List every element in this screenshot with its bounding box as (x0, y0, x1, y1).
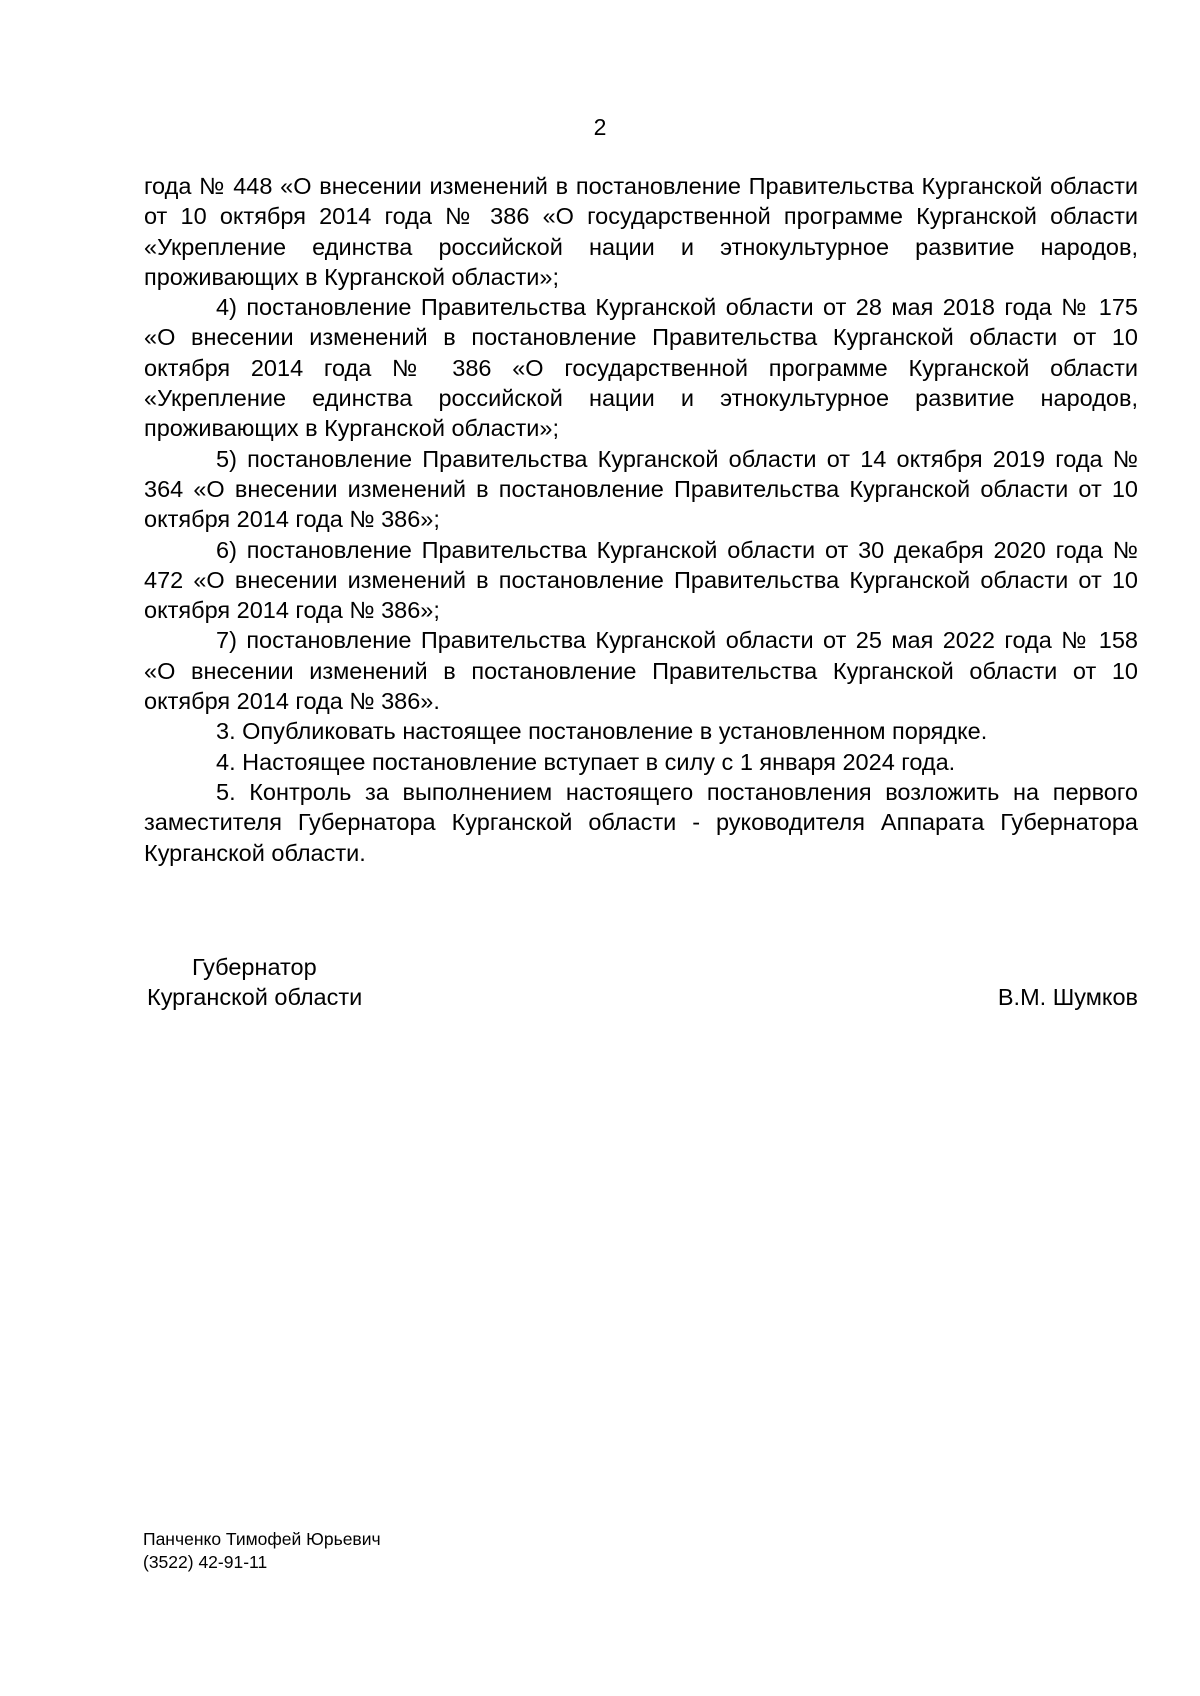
executor-name: Панченко Тимофей Юрьевич (143, 1529, 381, 1549)
clause-4: 4. Настоящее постановление вступает в силу с 1 января 2024 года. (216, 748, 956, 775)
paragraph-continuation: года № 448 «О внесении изменений в постановление Правительства Курганской области от 10 октября 2014 года № 386 «О государственной программе Курганской области «Укрепление единства российской нации и этнокультурное развитие народов, проживающих в Курганской области»; (144, 173, 1138, 290)
document-body (144, 171, 1138, 868)
signatory-name: В.М. Шумков (997, 984, 1138, 1010)
page-number: 2 (593, 114, 607, 140)
executor-phone: (3522) 42-91-11 (143, 1552, 268, 1572)
executor-block (143, 1528, 381, 1574)
list-item-4: 4) постановление Правительства Курганской области от 28 мая 2018 года № 175 «О внесении изменений в постановление Правительства Курганской области от 10 октября 2014 года № 386 «О государственной программе Курганской области «Укрепление единства российской нации и этнокультурное развитие народов, проживающих в Курганской области»; (144, 294, 1138, 442)
signatory-title-line-2: Курганской области (147, 984, 363, 1010)
list-item-7: 7) постановление Правительства Курганской области от 25 мая 2022 года № 158 «О внесении изменений в постановление Правительства Курганской области от 10 октября 2014 года № 386». (144, 627, 1138, 715)
signature-block (144, 952, 1138, 1022)
list-item-5: 5) постановление Правительства Курганской области от 14 октября 2019 года № 364 «О внесении изменений в постановление Правительства Курганской области от 10 октября 2014 года № 386»; (144, 445, 1138, 533)
clause-5: 5. Контроль за выполнением настоящего постановления возложить на первого заместителя Губернатора Курганской области - руководителя Аппарата Губернатора Курганской области. (144, 778, 1138, 866)
signatory-title-line-1: Губернатор (192, 954, 317, 980)
list-item-6: 6) постановление Правительства Курганской области от 30 декабря 2020 года № 472 «О внесении изменений в постановление Правительства Курганской области от 10 октября 2014 года № 386»; (144, 536, 1138, 624)
clause-3: 3. Опубликовать настоящее постановление в установленном порядке. (216, 718, 988, 745)
